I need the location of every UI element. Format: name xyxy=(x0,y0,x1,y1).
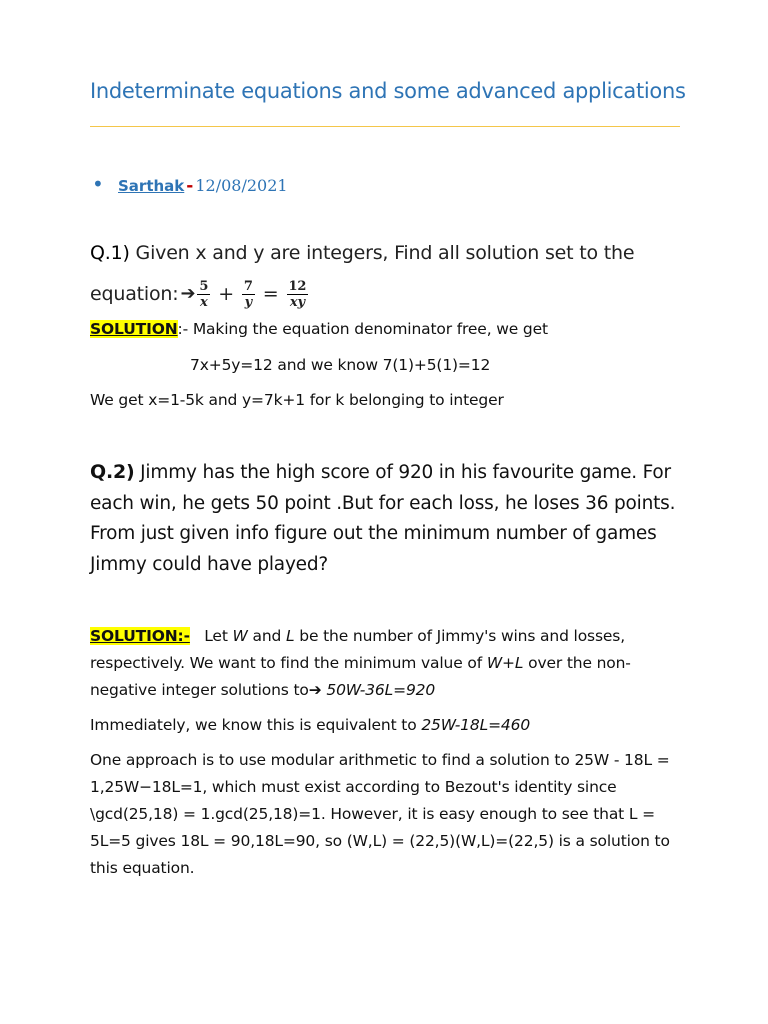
text-run: Let xyxy=(204,627,228,645)
equation-50w-36l: 50W-36L=920 xyxy=(326,681,436,699)
variable-l: L xyxy=(286,627,295,645)
text-run: be the number of Jimmy's wins and losses, respectively. We want to find the minimum value of xyxy=(90,627,625,672)
question-1 xyxy=(90,234,634,314)
fraction-7-over-y xyxy=(242,279,255,310)
variable-w: W xyxy=(232,627,248,645)
q1-solution-result: We get x=1-5k and y=7k+1 for k belonging to integer xyxy=(90,391,504,409)
fraction-denominator: y xyxy=(244,294,253,310)
q1-solution-equation: 7x+5y=12 and we know 7(1)+5(1)=12 xyxy=(190,356,491,374)
expression-w-plus-l: W+L xyxy=(486,654,524,672)
solution-label: SOLUTION:- xyxy=(90,627,190,645)
arrow-icon: ➔ xyxy=(308,681,322,699)
document-date: 12/08/2021 xyxy=(195,176,288,195)
equation-prefix: equation: xyxy=(90,283,179,305)
text-run: over the non-negative integer solutions to xyxy=(90,654,631,699)
question-1-label: Q.1) xyxy=(90,242,130,264)
fraction-numerator: 12 xyxy=(288,278,307,294)
q1-solution-intro xyxy=(90,320,548,338)
plus-operator: + xyxy=(218,283,234,305)
author-name-link[interactable]: Sarthak xyxy=(118,177,185,195)
fraction-denominator: x xyxy=(199,294,208,310)
q2-solution-paragraph-2 xyxy=(90,712,690,739)
q2-solution-paragraph-1 xyxy=(90,623,690,704)
solution-label: SOLUTION xyxy=(90,320,178,338)
author-separator: - xyxy=(186,176,194,196)
q2-solution-paragraph-3: One approach is to use modular arithmetic to find a solution to 25W - 18L = 1,25W−18L=1, which must exist according to Bezout's identity since \gcd(25,18) = 1.gcd(25,18)=1. However, it is easy enough to see that L = 5L=5 gives 18L = 90,18L=90, so (W,L) = (22,5)(W,L)=(22,5) is a solution to this equation. xyxy=(90,751,670,877)
solution-intro-text: :- Making the equation denominator free, we get xyxy=(177,320,548,338)
author-line xyxy=(92,172,288,196)
fraction-denominator: xy xyxy=(289,294,305,310)
arrow-icon: ➔ xyxy=(180,283,196,304)
title-divider xyxy=(90,126,680,127)
question-2 xyxy=(90,457,710,580)
question-1-line-2 xyxy=(90,274,634,314)
bullet-icon: • xyxy=(92,172,104,196)
question-2-text: Jimmy has the high score of 920 in his favourite game. For each win, he gets 50 point .But for each loss, he loses 36 points. From just given info figure out the minimum number of games Jimmy could have played? xyxy=(90,462,676,575)
question-2-label: Q.2) xyxy=(90,461,135,483)
text-run: and xyxy=(252,627,282,645)
question-1-text: Given x and y are integers, Find all solution set to the xyxy=(135,242,635,264)
text-run: Immediately, we know this is equivalent to xyxy=(90,716,417,734)
fraction-numerator: 7 xyxy=(243,278,253,294)
equals-operator: = xyxy=(262,283,279,305)
fraction-5-over-x xyxy=(197,279,210,310)
fraction-numerator: 5 xyxy=(199,278,209,294)
document-title: Indeterminate equations and some advanced applications xyxy=(90,79,686,103)
question-1-line-1 xyxy=(90,234,634,272)
fraction-12-over-xy xyxy=(287,279,309,310)
equation-25w-18l: 25W-18L=460 xyxy=(421,716,531,734)
